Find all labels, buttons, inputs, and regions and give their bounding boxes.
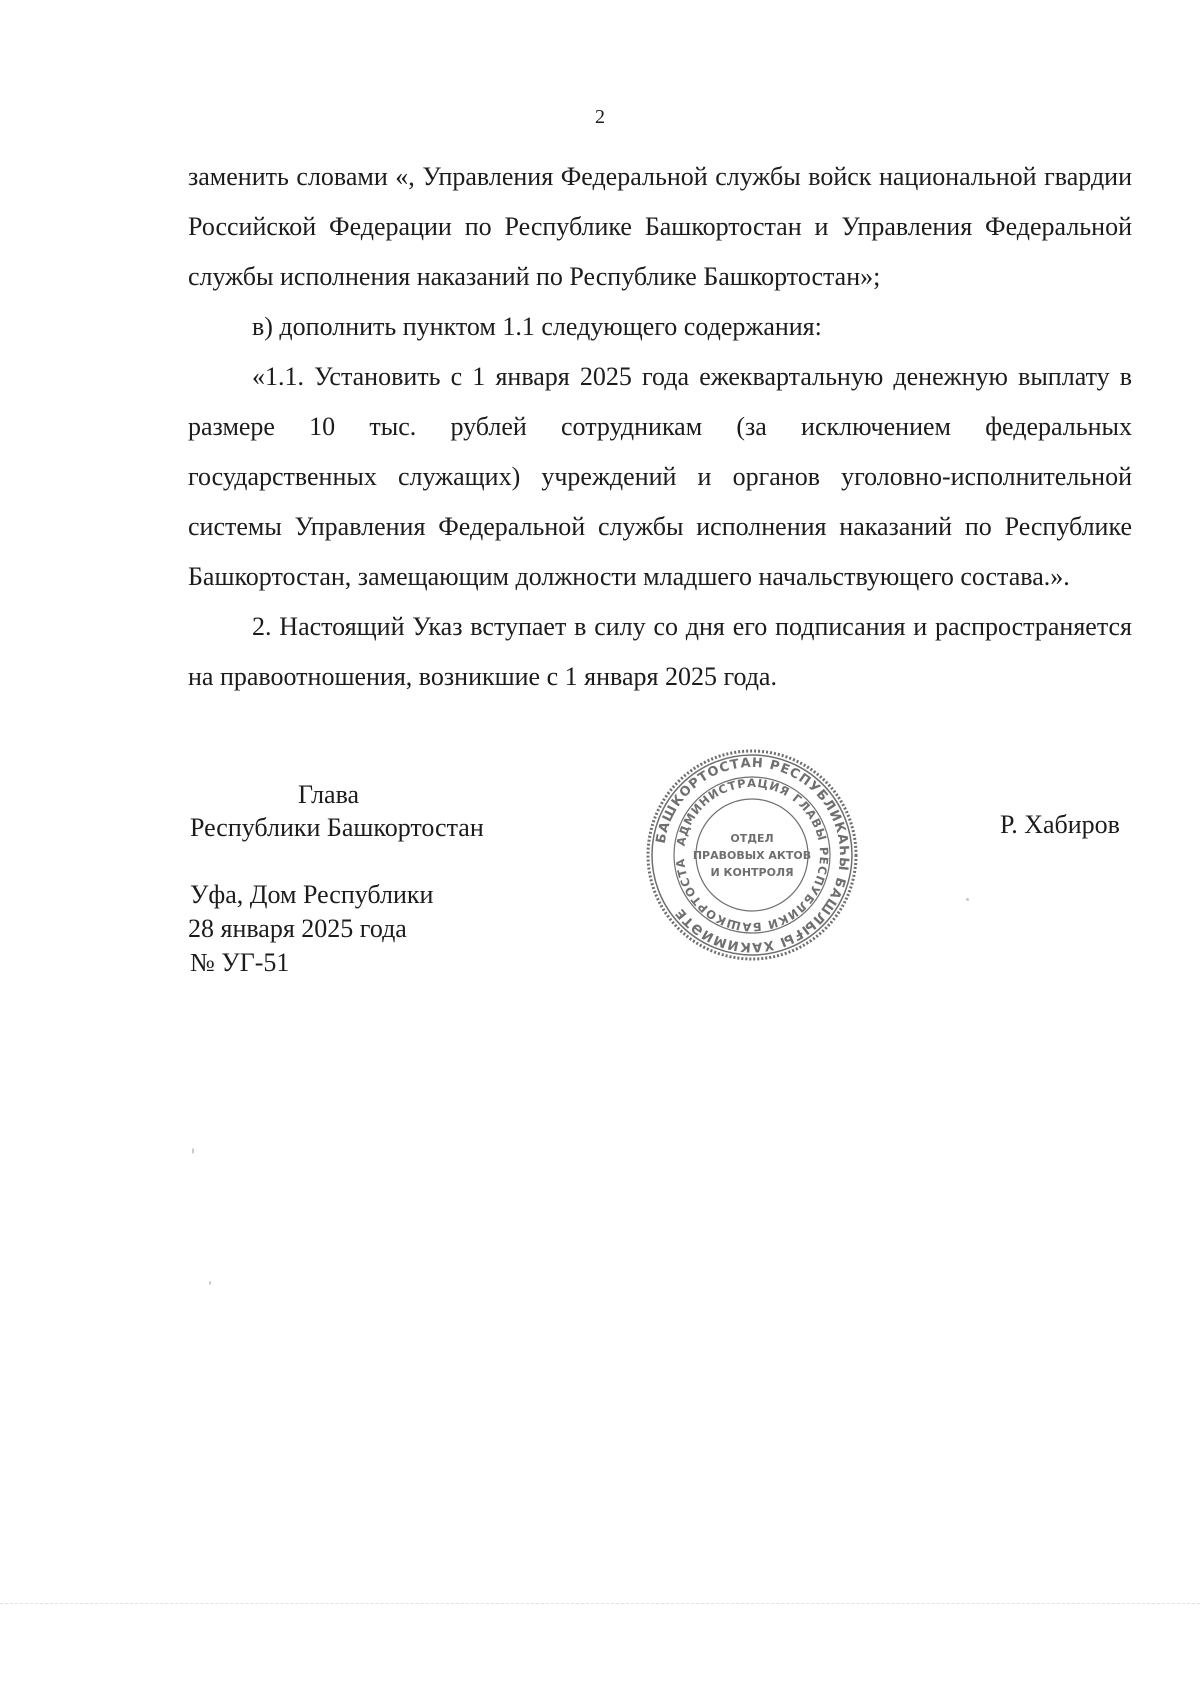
stamp-center-line-3: И КОНТРОЛЯ	[710, 866, 794, 879]
stamp-outer-text: БАШКОРТОСТАН РЕСПУБЛИКАҺЫ БАШЛЫҒЫ ХАКИМИӘТЕ	[653, 755, 852, 955]
paragraph-add-item: в) дополнить пунктом 1.1 следующего содержания:	[252, 312, 822, 341]
scan-speck	[209, 1281, 211, 1285]
paragraph-replace-words: заменить словами «, Управления Федеральной службы войск национальной гвардии Российской Федерации по Республике Башкортостан и Управления Федеральной службы исполнения наказаний по Республике Башкортостан»;	[188, 162, 1132, 291]
signatory-title-line-2: Республики Башкортостан	[190, 813, 484, 842]
signatory-name: Р. Хабиров	[1000, 810, 1120, 839]
stamp-inner-text: АДМИНИСТРАЦИЯ ГЛАВЫ РЕСПУБЛИКИ БАШКОРТОСТА	[672, 775, 832, 935]
document-body	[188, 152, 1132, 702]
signing-place: Уфа, Дом Республики	[190, 880, 434, 909]
scan-edge-line	[0, 1603, 1200, 1604]
scan-speck	[192, 1148, 194, 1154]
paragraph-item-1-1: «1.1. Установить с 1 января 2025 года ежеквартальную денежную выплату в размере 10 тыс. рублей сотрудникам (за исключением федеральных государственных служащих) учреждений и органов уголовно-исполнительной системы Управления Федеральной службы исполнения наказаний по Республике Башкортостан, замещающим должности младшего начальствующего состава.».	[188, 362, 1132, 591]
stamp-center-line-1: ОТДЕЛ	[730, 832, 774, 845]
signatory-title	[190, 778, 484, 844]
document-number: № УГ-51	[190, 948, 290, 977]
signatory-title-line-1: Глава	[298, 780, 360, 809]
stamp-center-line-2: ПРАВОВЫХ АКТОВ	[692, 849, 812, 862]
official-stamp	[642, 745, 862, 965]
document-meta	[190, 878, 433, 980]
page-number: 2	[595, 106, 605, 128]
paragraph-effective-date: 2. Настоящий Указ вступает в силу со дня его подписания и распространяется на правоотношения, возникшие с 1 января 2025 года.	[188, 612, 1132, 691]
signing-date: 28 января 2025 года	[188, 914, 407, 943]
official-stamp-seal	[642, 745, 862, 965]
scan-speck	[966, 898, 969, 901]
